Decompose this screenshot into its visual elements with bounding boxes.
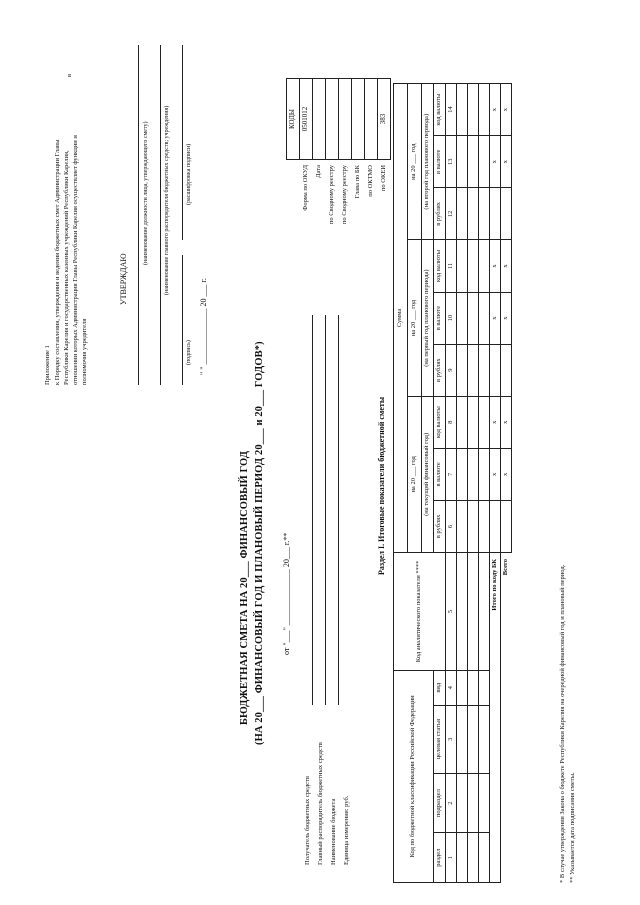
total-row <box>501 84 512 883</box>
sub-header: в рублях <box>434 188 446 240</box>
x-cell: х <box>501 136 512 188</box>
col-number: 12 <box>446 188 457 240</box>
code-group-header: Код по бюджетной классификации Российской Федерации <box>394 670 434 882</box>
registry-code <box>326 79 339 160</box>
approve-date: " " ______________ 20 ___ г. <box>199 278 208 375</box>
codes-label: по ОКЕИ <box>380 165 387 192</box>
x-cell: х <box>490 136 501 188</box>
sub-header: в валюте <box>434 292 446 344</box>
period-header: (на второй год планового периода) <box>422 84 434 240</box>
year-header: на 20 ___ год <box>408 84 422 240</box>
codes-header: КОДЫ <box>287 79 300 160</box>
sub-header: в рублях <box>434 344 446 396</box>
sum-header: Сумма <box>394 84 408 553</box>
sub-header: код валюты <box>434 84 446 136</box>
analytic-header: Код аналитического показателя **** <box>394 553 446 671</box>
manager-label: Главный распорядитель бюджетных средств <box>317 742 324 865</box>
codes-label: по ОКТМО <box>367 165 374 197</box>
approve-caption: (наименование должности лица, утверждающего смету) <box>143 121 149 265</box>
okud-code: 0501012 <box>300 79 313 160</box>
x-cell: х <box>490 84 501 136</box>
recipient-label: Получатель бюджетных средств <box>304 776 311 865</box>
approve-sign-caption: (подпись) <box>186 340 192 365</box>
oktmo-code <box>365 79 378 160</box>
sub-header: в рублях <box>434 500 446 552</box>
x-cell: х <box>501 448 512 500</box>
table-row <box>457 84 468 883</box>
date-code <box>313 79 326 160</box>
approve-heading: УТВЕРЖДАЮ <box>119 253 128 305</box>
sub-header: в валюте <box>434 448 446 500</box>
footnote: ** Указывается дата подписания сметы. <box>569 772 576 883</box>
estimate-table <box>393 83 512 883</box>
x-cell: х <box>501 396 512 448</box>
codes-label: по Сводному реестру <box>341 165 348 225</box>
sub-header: код валюты <box>434 396 446 448</box>
approve-decode-caption: (расшифровка подписи) <box>186 143 192 205</box>
codes-label: Глава по БК <box>354 165 361 199</box>
x-cell: х <box>490 292 501 344</box>
codes-label: по Сводному реестру <box>328 165 335 225</box>
period-header: (на текущий финансовый год) <box>422 396 434 552</box>
budget-name-label: Наименование бюджета <box>330 798 337 865</box>
document-title: БЮДЖЕТНАЯ СМЕТА НА 20___ ФИНАНСОВЫЙ ГОД <box>239 450 250 725</box>
appendix-line: отношении которых Администрация Главы Республики Карелия осуществляет функции и <box>72 135 79 385</box>
col-number: 10 <box>446 292 457 344</box>
col-number: 5 <box>446 553 457 671</box>
unit-label: Единица измерения: руб. <box>343 795 350 865</box>
col-number: 9 <box>446 344 457 396</box>
codes-label: Дата <box>315 165 322 178</box>
appendix-line: Республики Карелия и государственных казенных учреждений Республики Карелия, <box>63 150 70 385</box>
table-row <box>479 84 490 883</box>
col-number: 2 <box>446 773 457 833</box>
x-cell: х <box>501 240 512 292</box>
col-number: 7 <box>446 448 457 500</box>
footnote: * В случае утверждения Закона о бюджете Республики Карелия на очередной финансовый год и плановый период. <box>559 564 566 883</box>
x-cell: х <box>501 84 512 136</box>
sub-header: код валюты <box>434 240 446 292</box>
year-header: на 20 ___ год <box>408 396 422 552</box>
appendix-marker: в <box>66 73 73 77</box>
col-number: 14 <box>446 84 457 136</box>
bk-head-code <box>352 79 365 160</box>
col-number: 1 <box>446 833 457 883</box>
table-row <box>468 84 479 883</box>
col-header: целевая статья <box>434 705 446 773</box>
col-number: 11 <box>446 240 457 292</box>
document-date: от "___" ______________ 20___ г.** <box>282 532 291 655</box>
x-cell: х <box>490 448 501 500</box>
col-header: вид <box>434 670 446 705</box>
col-number: 4 <box>446 670 457 705</box>
codes-table <box>286 78 391 160</box>
document-title-period: (НА 20___ ФИНАНСОВЫЙ ГОД И ПЛАНОВЫЙ ПЕРИОД 20___ и 20___ ГОДОВ*) <box>254 341 265 745</box>
period-header: (на первый год планового периода) <box>422 240 434 396</box>
sub-header: в валюте <box>434 136 446 188</box>
section-title: Раздел I. Итоговые показатели бюджетной сметы <box>377 396 386 575</box>
codes-label: Форма по ОКУД <box>302 165 309 211</box>
x-cell: х <box>490 240 501 292</box>
registry-code <box>339 79 352 160</box>
col-number: 13 <box>446 136 457 188</box>
appendix-line: к Порядку составления, утверждения и ведения бюджетных смет Администрации Главы <box>54 139 61 385</box>
okei-code: 383 <box>378 79 391 160</box>
col-number: 8 <box>446 396 457 448</box>
total-bk-label: Итого по коду БК <box>490 553 501 883</box>
x-cell: х <box>501 292 512 344</box>
col-header: подраздел <box>434 773 446 833</box>
total-bk-row <box>490 84 501 883</box>
col-header: раздел <box>434 833 446 883</box>
col-number: 6 <box>446 500 457 552</box>
col-number: 3 <box>446 705 457 773</box>
total-label: Всего <box>501 553 512 883</box>
approve-caption: (наименование главного распорядителя бюджетных средств; учреждения) <box>164 105 170 295</box>
x-cell: х <box>490 396 501 448</box>
year-header: на 20 ___ год <box>408 240 422 396</box>
appendix-line: полномочия учредителя <box>81 318 88 385</box>
appendix-line: Приложение 1 <box>44 345 51 385</box>
